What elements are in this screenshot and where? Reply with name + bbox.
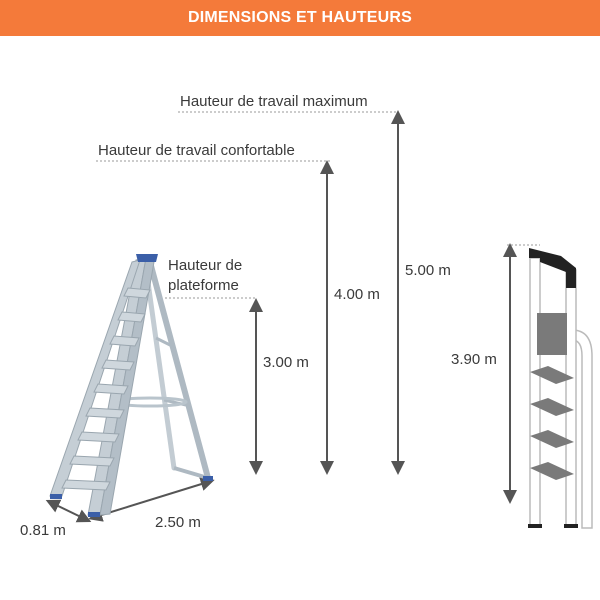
platform-height-label-line2: plateforme [168,277,239,294]
max-working-height-label: Hauteur de travail maximum [180,93,368,110]
comfortable-height-value: 4.00 m [334,286,380,303]
platform-height-label-line1: Hauteur de [168,257,243,274]
platform-height-value: 3.00 m [263,354,309,371]
comfortable-working-height-label: Hauteur de travail confortable [98,142,295,159]
depth-arrow [52,503,85,519]
length-value: 2.50 m [155,514,201,531]
page-title: DIMENSIONS ET HAUTEURS [188,9,412,26]
ladder-folded-illustration [528,248,592,528]
folded-height-value: 3.90 m [451,351,497,368]
depth-value: 0.81 m [20,522,66,539]
max-height-value: 5.00 m [405,262,451,279]
